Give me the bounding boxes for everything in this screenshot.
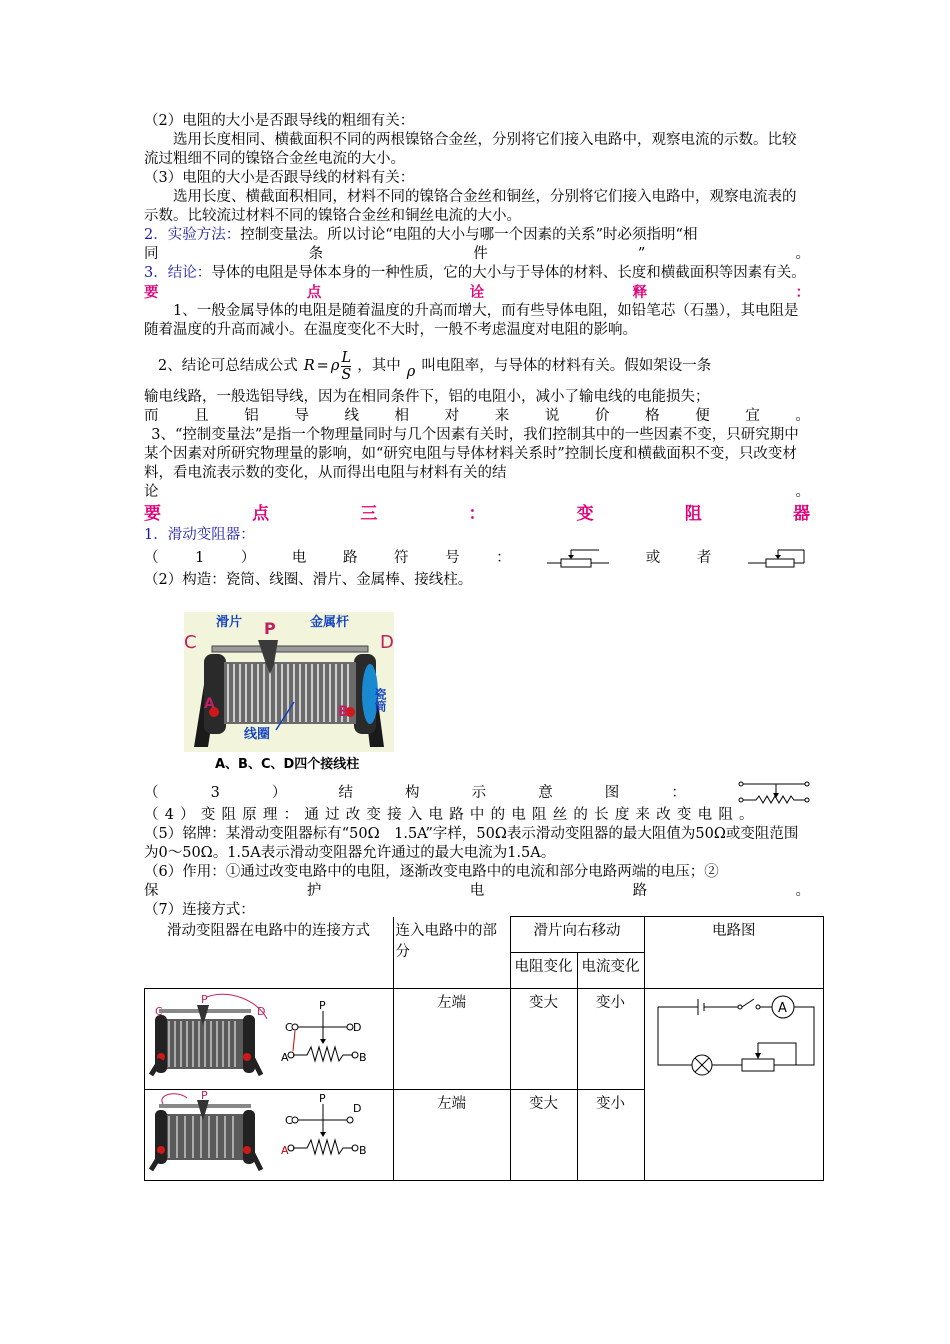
point-3-title: （3）电阻的大小是否跟导线的材料有关： — [144, 170, 415, 186]
terminals-caption: A、B、C、D四个接线柱 — [215, 757, 360, 772]
row2-r — [510, 1090, 577, 1181]
spread-char: 电 — [469, 883, 485, 899]
spread-char: 结 — [338, 784, 353, 801]
method-cont-1: 同 — [144, 246, 159, 262]
heading-char: 阻 — [684, 504, 702, 524]
conclusion-text: 导体的电阻是导体本身的一种性质，它的大小与于导体的材料、长度和横截面积等因素有关。 — [211, 265, 806, 281]
method-cont-3: 件 — [473, 246, 488, 262]
row1-i-text: 变小 — [596, 995, 625, 1011]
row2-part — [393, 1090, 510, 1181]
ammeter-letter: A — [777, 1001, 787, 1016]
photo-c-letter: C — [154, 1005, 163, 1018]
rheostat-subtitle: 1．滑动变阻器： — [144, 527, 255, 543]
point-2-body: 选用长度相同、横截面积不同的两根镍铬合金丝，分别将它们接入电路中，观察电流的示数。比较流过粗细不同的镍铬合金丝电流的大小。 — [144, 132, 797, 167]
spread-char: 护 — [306, 883, 322, 899]
row2-image — [145, 1090, 394, 1181]
d-label: D — [380, 632, 394, 653]
rheostat-symbol-alt-icon — [748, 547, 810, 569]
heading-char: 点 — [306, 284, 322, 301]
method-continuation — [144, 245, 810, 264]
spread-char: ： — [496, 549, 511, 566]
rod-label: 金属杆 — [310, 615, 350, 630]
b-label: B — [338, 704, 349, 720]
c-label: C — [184, 632, 197, 653]
row1-part-text: 左端 — [437, 995, 466, 1011]
explain-3-end — [144, 483, 810, 502]
formula-rho: ρ — [330, 357, 340, 374]
row1-part — [393, 989, 510, 1090]
photo2-p-letter: P — [200, 1090, 208, 1102]
spread-char: 而 — [144, 408, 159, 424]
schem-b-letter: B — [358, 1051, 367, 1064]
spread-char: 论 — [144, 484, 159, 500]
spread-char: ） — [271, 784, 287, 801]
symbol-row — [144, 545, 810, 571]
method-cont-2: 条 — [308, 246, 324, 262]
method-line — [144, 226, 810, 245]
schem-a-letter: A — [280, 1051, 289, 1064]
heading-char: ： — [468, 504, 486, 524]
nameplate-line: （5）铭牌：某滑动变阻器标有“50Ω 1.5A”字样，50Ω表示滑动变阻器的最大阻值为50Ω或变阻范围为0～50Ω。1.5A表示滑动变阻器允许通过的最大电流为1.5A。 — [144, 826, 799, 861]
row2-part-text: 左端 — [437, 1096, 466, 1112]
formula-r: R — [303, 357, 315, 374]
conclusion-label: 3．结论： — [144, 265, 212, 281]
spread-char: 符 — [394, 549, 409, 566]
method-text: 控制变量法。所以讨论“电阻的大小与哪一个因素的关系”时必须指明“相 — [240, 227, 698, 243]
explain-2-text-c: 叫电阻率，与导体的材料有关。假如架设一条 — [421, 357, 712, 374]
header-diagram-text: 电路图 — [712, 923, 756, 939]
spread-char: 铝 — [244, 408, 259, 424]
spread-char: 。 — [795, 883, 810, 899]
header-part-text: 连入电路中的部分 — [395, 922, 497, 960]
schem-c-letter: C — [284, 1021, 293, 1034]
spread-char: ） — [240, 549, 256, 566]
row1-r — [510, 989, 577, 1090]
schem2-a-letter: A — [280, 1144, 289, 1157]
spread-char: 1 — [195, 549, 205, 566]
heading-char: 三 — [360, 504, 378, 524]
schem2-d-letter: D — [352, 1102, 362, 1115]
heading-key-points — [144, 283, 810, 302]
header-i-text: 电流变化 — [581, 959, 640, 975]
spread-char: 意 — [538, 784, 553, 801]
schem2-p-letter: P — [318, 1092, 326, 1105]
heading-char: 变 — [576, 504, 594, 524]
structure-diagram-icon — [738, 781, 810, 805]
method-label: 2．实验方法： — [144, 227, 241, 243]
header-move-text: 滑片向右移动 — [533, 923, 621, 939]
spread-char: 构 — [405, 784, 420, 801]
spread-char: 对 — [444, 408, 460, 424]
spread-char: 。 — [795, 484, 810, 500]
conclusion-line — [144, 264, 810, 283]
row2-r-text: 变大 — [529, 1096, 558, 1112]
row2-i — [577, 1090, 644, 1181]
spread-char: 电 — [291, 549, 307, 566]
schem-d-letter: D — [352, 1021, 362, 1034]
spread-char: 相 — [394, 408, 410, 424]
spread-char: 格 — [645, 408, 660, 424]
header-mode-text: 滑动变阻器在电路中的连接方式 — [167, 922, 370, 939]
document-body — [144, 112, 810, 590]
schem-p-letter: P — [318, 999, 326, 1012]
spread-char: 路 — [632, 883, 648, 899]
coil-label: 线圈 — [244, 727, 271, 742]
spread-char: 导 — [294, 408, 309, 424]
row1-image — [145, 989, 394, 1090]
point-2-title: （2）电阻的大小是否跟导线的粗细有关： — [144, 113, 415, 129]
function-line: （6）作用：①通过改变电路中的电阻，逐渐改变电路中的电流和部分电路两端的电压；② — [144, 864, 719, 880]
circuit-diagram — [646, 989, 822, 1085]
heading-char: 诠 — [469, 284, 485, 301]
spread-char: 示 — [471, 784, 487, 801]
spread-char: 线 — [344, 408, 359, 424]
document-body-2 — [144, 780, 810, 920]
method-cont-5: 。 — [795, 246, 810, 262]
explain-1: 1、一般金属导体的电阻是随着温度的升高而增大，而有些导体电阻，如铅笔芯（石墨），其电阻是随着温度的升高而减小。在温度变化不大时，一般不考虑温度对电阻的影响。 — [144, 303, 799, 338]
row1-i — [577, 989, 644, 1090]
heading-rheostat — [144, 502, 810, 526]
header-r-change — [510, 953, 577, 989]
method-cont-4: ” — [637, 246, 646, 262]
rheostat-symbol-icon — [547, 547, 609, 569]
structure-row — [144, 780, 810, 806]
spread-char: 来 — [494, 408, 510, 424]
resistance-formula — [304, 350, 352, 383]
rheostat-wiring-image — [147, 989, 391, 1085]
spread-char: 且 — [194, 408, 209, 424]
spread-char: 路 — [342, 549, 358, 566]
heading-char: 要 — [144, 284, 159, 301]
heading-char: 点 — [252, 504, 270, 524]
formula-l: L — [341, 349, 352, 366]
formula-fraction — [341, 350, 351, 383]
connection-table — [144, 916, 824, 1181]
schem2-c-letter: C — [284, 1114, 293, 1127]
explain-2-text-a: 2、结论可总结成公式 — [158, 357, 298, 374]
rho-symbol: ρ — [406, 363, 416, 380]
spread-char: 3 — [210, 784, 220, 801]
spread-char: 图 — [604, 784, 620, 801]
heading-char: 器 — [792, 504, 810, 524]
a-label: A — [204, 696, 215, 712]
zhe-text: 者 — [696, 549, 712, 566]
header-i-change — [577, 953, 644, 989]
or-text: 或 — [645, 549, 661, 566]
heading-char: ： — [795, 284, 810, 301]
rheostat-photo — [184, 612, 394, 752]
explain-3: 3、“控制变量法”是指一个物理量同时与几个因素有关时，我们控制其中的一些因素不变，只研究期中某个因素对所研究物理量的影响，如“研究电阻与导体材料关系时”控制长度和横截面积不变，只改变材料，看电流表示数的变化，从而得出电阻与材料有关的结 — [144, 427, 799, 481]
header-part — [393, 917, 510, 989]
circuit-diagram-cell — [644, 989, 824, 1181]
spread-char: 保 — [144, 883, 159, 899]
spread-char: ： — [671, 784, 686, 801]
row2-i-text: 变小 — [596, 1096, 625, 1112]
heading-char: 释 — [632, 284, 648, 301]
table-row — [145, 989, 824, 1090]
construction-line: （2）构造：瓷筒、线圈、滑片、金属棒、接线柱。 — [144, 572, 473, 588]
photo-p-letter: P — [200, 993, 208, 1006]
spread-char: 宜 — [745, 408, 760, 424]
rheostat-wiring-image-2 — [147, 1090, 391, 1176]
schem2-b-letter: B — [358, 1144, 367, 1157]
row1-r-text: 变大 — [529, 995, 558, 1011]
photo-d-letter: D — [256, 1005, 266, 1018]
connection-title: （7）连接方式： — [144, 902, 255, 918]
formula-eq: = — [316, 357, 329, 374]
spread-char: （ — [144, 784, 159, 801]
explain-2-formula-line — [144, 344, 810, 388]
function-continuation — [144, 882, 810, 901]
explain-2-line-d: 输电线路，一般选铝导线，因为在相同条件下，铝的电阻小，减小了输电线的电能损失； — [144, 389, 710, 405]
spread-char: 价 — [594, 408, 610, 424]
header-mode — [145, 917, 394, 989]
header-move — [510, 917, 644, 953]
header-r-text: 电阻变化 — [514, 959, 573, 975]
spread-char: （ — [144, 549, 159, 566]
header-diagram — [644, 917, 824, 989]
spread-char: 号 — [445, 549, 460, 566]
spread-char: 便 — [695, 408, 710, 424]
slider-label: 滑片 — [216, 615, 243, 630]
spread-char: 。 — [795, 408, 810, 424]
explain-2-text-b: ，其中 — [357, 357, 401, 374]
heading-char: 要 — [144, 504, 161, 524]
spread-char: 说 — [544, 408, 560, 424]
p-label: P — [264, 619, 276, 638]
point-3-body: 选用长度、横截面积相同，材料不同的镍铬合金丝和铜丝，分别将它们接入电路中，观察电流表的示数。比较流过材料不同的镍铬合金丝和铜丝电流的大小。 — [144, 189, 797, 224]
explain-2-line-e — [144, 407, 810, 426]
tube-label: 瓷筒 — [373, 688, 387, 712]
formula-s: S — [341, 366, 352, 383]
principle-line: （4）变阻原理：通过改变接入电路中的电阻丝的长度来改变电阻。 — [144, 807, 760, 823]
